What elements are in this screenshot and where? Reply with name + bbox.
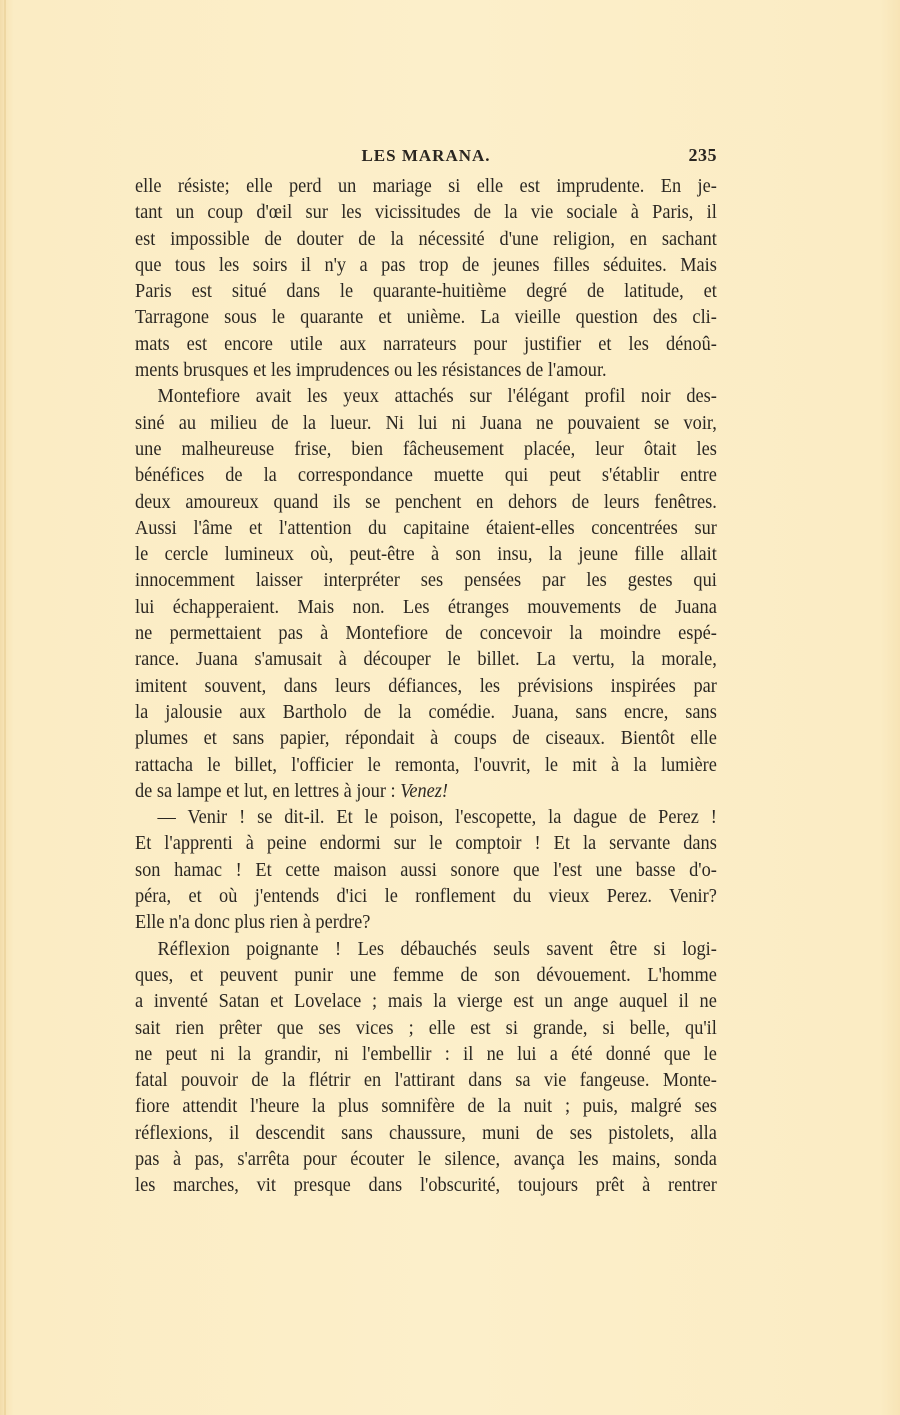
text-line: fatal pouvoir de la flétrir en l'attirant dans sa vie fangeuse. Monte- bbox=[135, 1070, 717, 1092]
text-line: siné au milieu de la lueur. Ni lui ni Juana ne pouvaient se voir, bbox=[135, 412, 717, 434]
text-line: fiore attendit l'heure la plus somnifère de la nuit ; puis, malgré ses bbox=[135, 1096, 717, 1118]
text-line: innocemment laisser interpréter ses pensées par les gestes qui bbox=[135, 570, 717, 592]
text-line: ments brusques et les imprudences ou les résistances de l'amour. bbox=[135, 360, 607, 382]
text-line: que tous les soirs il n'y a pas trop de jeunes filles séduites. Mais bbox=[135, 254, 717, 276]
text-line: son hamac ! Et cette maison aussi sonore que l'est une basse d'o- bbox=[135, 859, 717, 881]
page-binding-edge bbox=[4, 0, 6, 1415]
text-span: de sa lampe et lut, en lettres à jour : bbox=[135, 780, 401, 802]
text-line: ne peut ni la grandir, ni l'embellir : il ne lui a été donné que le bbox=[135, 1043, 717, 1065]
paragraph bbox=[135, 384, 717, 805]
text-line: rattacha le billet, l'officier le remonta, l'ouvrit, le mit à la lumière bbox=[135, 754, 717, 776]
page-number: 235 bbox=[688, 145, 717, 165]
text-line: Montefiore avait les yeux attachés sur l'élégant profil noir des- bbox=[157, 386, 717, 408]
text-line bbox=[135, 779, 717, 805]
running-header bbox=[135, 144, 717, 168]
text-line: Paris est situé dans le quarante-huitième degré de latitude, et bbox=[135, 281, 717, 303]
text-line: — Venir ! se dit-il. Et le poison, l'escopette, la dague de Perez ! bbox=[157, 807, 717, 829]
text-line: plumes et sans papier, répondait à coups de ciseaux. Bientôt elle bbox=[135, 728, 717, 750]
text-line: sait rien prêter que ses vices ; elle est si grande, si belle, qu'il bbox=[135, 1017, 717, 1039]
body-text bbox=[135, 174, 717, 1200]
text-line: imitent souvent, dans leurs défiances, les prévisions inspirées par bbox=[135, 675, 717, 697]
text-line: est impossible de douter de la nécessité d'une religion, en sachant bbox=[135, 228, 717, 250]
running-title: LES MARANA. bbox=[361, 146, 491, 165]
text-line: une malheureuse frise, bien fâcheusement placée, leur ôtait les bbox=[135, 438, 717, 460]
text-line: a inventé Satan et Lovelace ; mais la vierge est un ange auquel il ne bbox=[135, 991, 717, 1013]
text-line: bénéfices de la correspondance muette qui peut s'établir entre bbox=[135, 465, 717, 487]
text-line: elle résiste; elle perd un mariage si elle est imprudente. En je- bbox=[135, 176, 717, 197]
text-line: les marches, vit presque dans l'obscurité, toujours prêt à rentrer bbox=[135, 1175, 717, 1197]
text-line: Tarragone sous le quarante et unième. La vieille question des cli- bbox=[135, 307, 717, 329]
paragraph bbox=[135, 805, 717, 936]
paragraph bbox=[135, 937, 717, 1200]
text-line: mats est encore utile aux narrateurs pour justifier et les dénoû- bbox=[135, 333, 717, 355]
italic-note: Venez! bbox=[400, 780, 449, 802]
text-line: la jalousie aux Bartholo de la comédie. Juana, sans encre, sans bbox=[135, 701, 717, 723]
text-line: tant un coup d'œil sur les vicissitudes de la vie sociale à Paris, il bbox=[135, 202, 717, 224]
text-line: ne permettaient pas à Montefiore de concevoir la moindre espé- bbox=[135, 623, 717, 645]
text-line: Réflexion poignante ! Les débauchés seuls savent être si logi- bbox=[157, 938, 717, 960]
text-line: ques, et peuvent punir une femme de son dévouement. L'homme bbox=[135, 964, 717, 986]
text-line: le cercle lumineux où, peut-être à son insu, la jeune fille allait bbox=[135, 544, 717, 566]
text-line: Et l'apprenti à peine endormi sur le comptoir ! Et la servante dans bbox=[135, 833, 717, 855]
text-line: rance. Juana s'amusait à découper le billet. La vertu, la morale, bbox=[135, 649, 717, 671]
text-line: Elle n'a donc plus rien à perdre? bbox=[135, 912, 371, 934]
text-line: réflexions, il descendit sans chaussure, muni de ses pistolets, alla bbox=[135, 1122, 717, 1144]
paragraph bbox=[135, 174, 717, 384]
text-line: pas à pas, s'arrêta pour écouter le silence, avança les mains, sonda bbox=[135, 1148, 717, 1170]
text-line: Aussi l'âme et l'attention du capitaine étaient-elles concentrées sur bbox=[135, 517, 717, 539]
text-line: péra, et où j'entends d'ici le ronflement du vieux Perez. Venir? bbox=[135, 886, 717, 908]
text-line: deux amoureux quand ils se penchent en dehors de leurs fenêtres. bbox=[135, 491, 717, 513]
text-line: lui échapperaient. Mais non. Les étranges mouvements de Juana bbox=[135, 596, 717, 618]
